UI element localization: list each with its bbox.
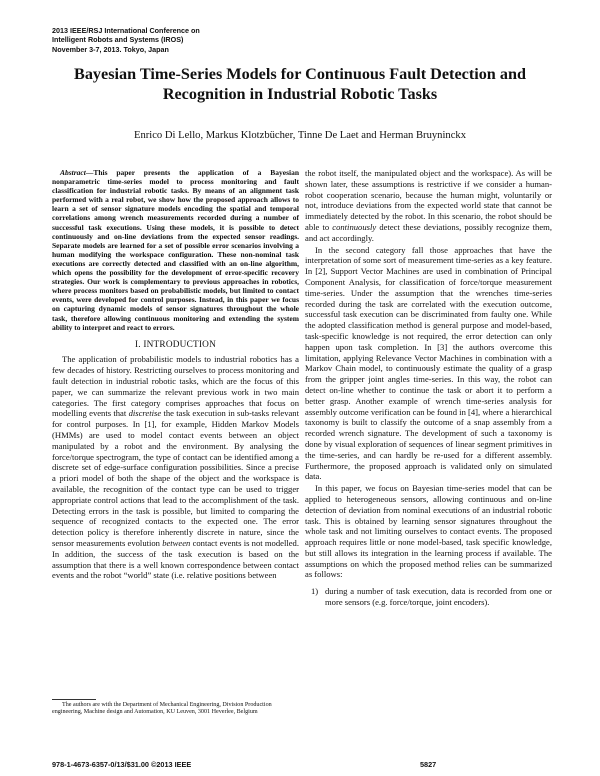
conference-line: 2013 IEEE/RSJ International Conference on <box>52 26 200 35</box>
intro-paragraph: In this paper, we focus on Bayesian time-series model that can be applied to heterogeneous sensors, allowing continuous and on-line detection of deviation from nominal executions of an industrial robotic task. This is obtained by learning sensor signatures throughout the whole task and not limiting ourselves to contact events. The proposed approach requires little or none model-based, task specific knowledge, but still allows its integration in the learning process if available. The assumptions on which the proposed method relies can be summarized as follows: <box>305 483 552 580</box>
paragraph-text: the task execution in sub-tasks relevant for control purposes. In [1], for example, Hidden Markov Models (HMMs) are used to model contact events between an object manipulated by a robot and the environment. By analysing the force/torque spectrogram, the type of contact can be identified among a discrete set of edge-surface configuration possibilities. Since a precise a priori model of both the shape of the object and the workspace is available, the recognition of the contact type can be used to trigger appropriate control actions that lead to the accomplishment of the task. Detecting errors in the task is possible, but limited to comparing the sequence of recognized contacts to the expected one. The error detection policy is therefore inherently discrete in nature, since the sensor measurements evolution <box>52 408 299 549</box>
intro-paragraph: In the second category fall those approaches that have the interpretation of some sort of measurement time-series as a key feature. In [2], Support Vector Machines are used in combination of Principal Component Analysis, for classification of force/torque measurement time-series. Under the assumption that the wrenches time-series recorded during the task are correlated with the execution outcome, successful task execution can be discriminated from faulty one. While the adopted classification method is general purpose and model-based, task-specific knowledge is not required, the error detection can only happen upon task completion. In [3] the authors overcome this limitation, applying Relevance Vector Machines in combination with a Markov Chain model, to continuously estimate the quality of a grasp from the gripper joint angles time-series. In this way, the robot can detect on-line whether to continue the task or abort it to perform a better grasp. Another example of wrench time-series analysis for assembly outcome verification can be found in [4], where a hierarchical taxonomy is built to classify the outcome of a snap assembly from a recorded wrench signature. The development of such a taxonomy is done by visual exploration of sequences of linear segment primitives in the time-series, and can hardly be re-used for a different assembly. Furthermore, the proposed approach is validated only on simulated data. <box>305 244 552 482</box>
left-column <box>52 168 299 581</box>
assumption-list <box>305 586 552 608</box>
abstract-text: This paper presents the application of a Bayesian nonparametric time-series model to process monitoring and fault classification for industrial robotic tasks. By means of an alignment task performed with a real robot, we show how the proposed approach allows to learn a set of sensor signature models encoding the spatial and temporal correlations among wrench measurements recorded during a number of successful task executions. Using these models, it is possible to detect continuously and on-line deviations from the expected sensor readings. Separate models are learned for a set of possible error scenarios involving a human modifying the workspace configuration. These non-nominal task executions are correctly detected and classified with an on-line algorithm, which opens the possibility for the development of error-specific recovery strategies. Our work is complementary to previous approaches in robotics, where process monitors based on probabilistic models, but limited to contact events, were developed for control purposes. Instead, in this paper we focus on capturing dynamic models of sensor signatures throughout the whole task, therefore allowing continuous monitoring and extending the system ability to interpret and react to errors. <box>52 168 299 332</box>
list-item-number: 1) <box>311 586 319 597</box>
paragraph-text: the robot itself, the manipulated object and the workspace). As will be shown later, these assumptions is restrictive if we consider a human-robot cooperation scenario, because the human might, voluntarily or not, introduce deviations from the expected world state that cannot be immediately detected by the robot. In this scenario, the robot should be able to <box>305 168 552 232</box>
abstract-separator: — <box>85 168 94 177</box>
conference-header <box>52 26 312 54</box>
list-item <box>305 586 552 608</box>
abstract-label: Abstract <box>60 168 86 177</box>
right-column <box>305 168 552 608</box>
section-heading-introduction: I. INTRODUCTION <box>135 339 216 350</box>
conference-line: November 3-7, 2013. Tokyo, Japan <box>52 44 169 54</box>
list-item-text: during a number of task execution, data is recorded from one or more sensors (e.g. force/torque, joint encoders). <box>325 586 552 608</box>
paragraph-text: contact events is not modelled. In addition, the success of the task execution is based on the assumption that there is a well known correspondence between contact events and the robot “world” state (i.e. relative positions between <box>52 538 299 581</box>
paragraph-text: The application of probabilistic models to industrial robotics has a few decades of history. Restricting ourselves to process monitoring and fault detection in industrial robotic tasks, which are the focus of this paper, we can summarize the relevant previous work in two main categories. The first category comprises approaches that focus on modelling events that <box>52 354 299 419</box>
isbn-copyright: 978-1-4673-6357-0/13/$31.00 ©2013 IEEE <box>52 760 192 769</box>
intro-paragraph-continued <box>305 168 552 244</box>
emphasis-text: continuously <box>332 221 377 232</box>
page-number: 5827 <box>420 760 437 769</box>
abstract <box>52 168 299 332</box>
paragraph-text: detect these deviations, possibly recognize them, and act accordingly. <box>305 221 552 243</box>
emphasis-text: discretise <box>128 408 162 419</box>
title-line: Recognition in Industrial Robotic Tasks <box>162 85 438 103</box>
author-list: Enrico Di Lello, Markus Klotzbücher, Tinne De Laet and Herman Bruyninckx <box>133 130 467 141</box>
paper-title <box>40 64 560 104</box>
author-affiliation-footnote: The authors are with the Department of Mechanical Engineering, Division Production engineering, Machine design and Automation, KU Leuven, 3001 Heverlee, Belgium <box>52 702 272 716</box>
footnote-divider <box>52 699 96 700</box>
emphasis-text: between <box>162 538 191 549</box>
intro-paragraph <box>52 354 299 581</box>
conference-line: Intelligent Robots and Systems (IROS) <box>52 35 184 45</box>
title-line: Bayesian Time-Series Models for Continuous Fault Detection and <box>74 65 526 83</box>
